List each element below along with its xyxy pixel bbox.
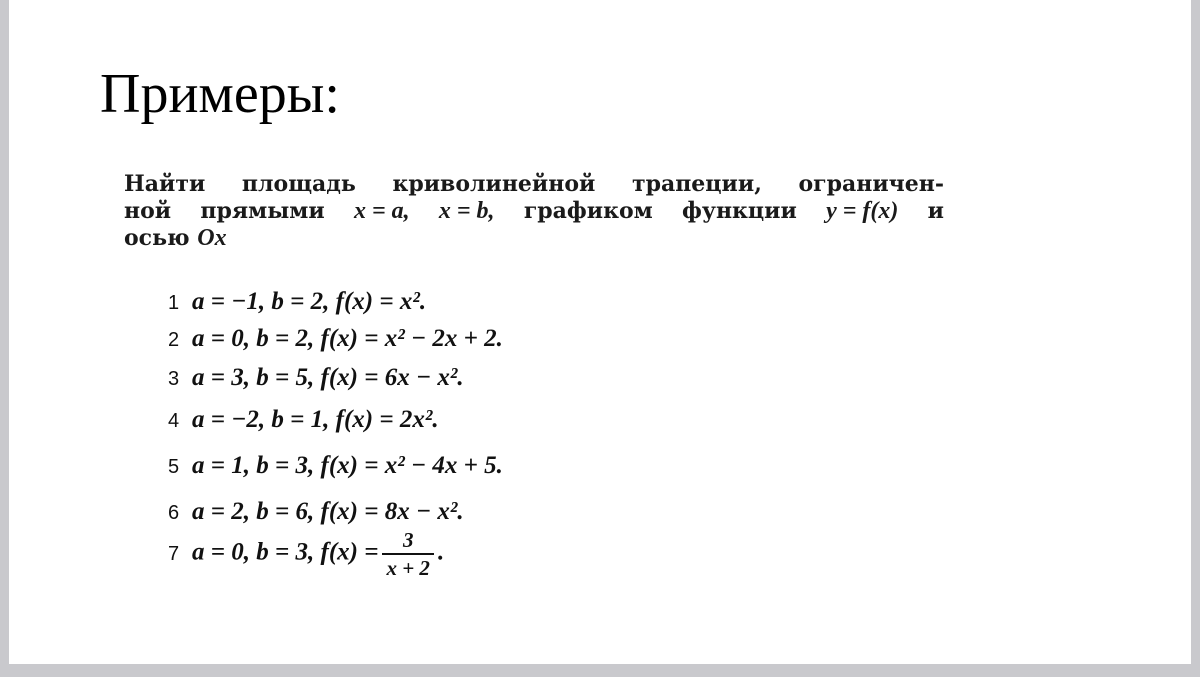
example-item [168, 364, 464, 392]
problem-word: графиком [523, 198, 653, 224]
problem-word: функции [682, 198, 797, 224]
problem-word: Найти [124, 171, 206, 197]
example-item [168, 288, 426, 316]
example-tail: . [437, 538, 445, 566]
fraction [382, 527, 433, 581]
example-formula: a = 2, b = 6, f(x) = 8x − x². [192, 498, 464, 525]
example-formula: a = −2, b = 1, f(x) = 2x². [192, 406, 439, 433]
problem-line-1 [124, 171, 944, 198]
problem-math: x = b, [438, 198, 495, 224]
problem-word: площадь [241, 171, 356, 197]
example-number: 2 [168, 329, 180, 351]
slide-border-bottom [0, 664, 1200, 677]
example-number: 6 [168, 502, 180, 524]
problem-word: и [927, 198, 944, 224]
example-item [168, 452, 503, 480]
problem-word: криволинейной [392, 171, 596, 197]
slide-title: Примеры: [100, 63, 340, 125]
example-number: 5 [168, 456, 180, 478]
example-number: 7 [168, 542, 180, 565]
problem-line-3 [124, 225, 944, 252]
problem-word: осью [124, 225, 190, 251]
example-formula: a = −1, b = 2, f(x) = x². [192, 288, 427, 315]
example-formula: a = 3, b = 5, f(x) = 6x − x². [192, 364, 464, 391]
problem-word: прямыми [200, 198, 325, 224]
fraction-numerator: 3 [382, 527, 433, 555]
problem-math: x = a, [353, 198, 410, 224]
example-item [168, 498, 464, 526]
problem-statement [124, 171, 944, 252]
example-number: 1 [168, 292, 180, 314]
fraction-denominator: x + 2 [386, 556, 430, 580]
problem-word: ной [124, 198, 172, 224]
problem-line-2 [124, 198, 944, 225]
slide-border-right [1191, 0, 1200, 677]
example-item [168, 325, 503, 353]
example-item [168, 406, 439, 434]
example-formula: a = 0, b = 2, f(x) = x² − 2x + 2. [192, 325, 503, 352]
slide-border-left [0, 0, 9, 677]
example-item [168, 527, 444, 581]
problem-word: трапеции, [631, 171, 762, 197]
problem-math: y = f(x) [826, 198, 899, 224]
problem-word: ограничен- [798, 171, 944, 197]
example-formula: a = 1, b = 3, f(x) = x² − 4x + 5. [192, 452, 503, 479]
example-number: 4 [168, 410, 180, 432]
example-number: 3 [168, 368, 180, 390]
example-formula: a = 0, b = 3, f(x) = [192, 538, 379, 566]
problem-math: Ox [197, 225, 227, 251]
